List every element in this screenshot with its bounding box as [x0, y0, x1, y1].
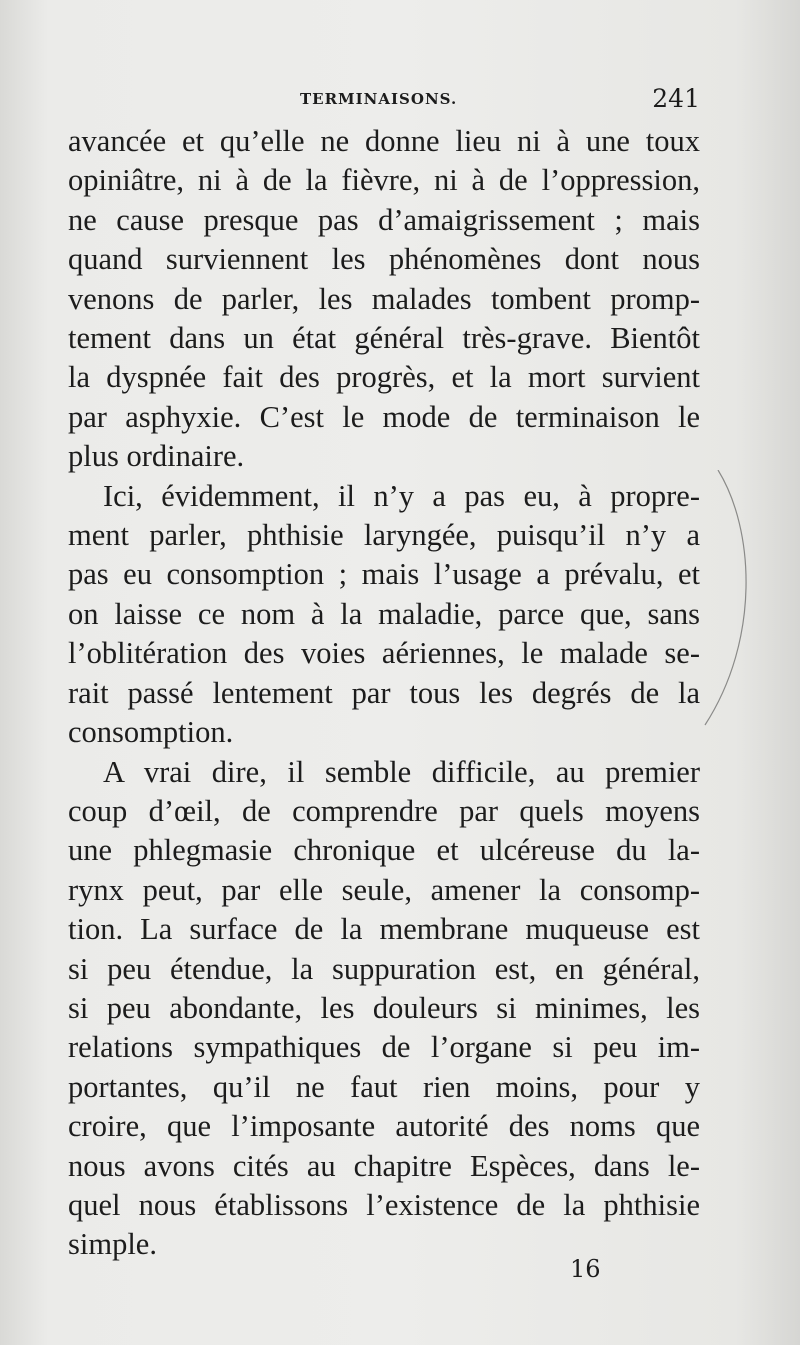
text-line: relations sympathiques de l’organe si peu im-	[68, 1030, 700, 1065]
text-line: A vrai dire, il semble difficile, au premier	[103, 754, 700, 789]
text-line: l’oblitération des voies aériennes, le malade se-	[68, 636, 700, 671]
text-line: quel nous établissons l’existence de la phthisie	[68, 1187, 700, 1222]
pencil-margin-mark	[700, 470, 760, 730]
text-line: ne cause presque pas d’amaigrissement ; mais	[68, 202, 700, 237]
text-line: rait passé lentement par tous les degrés de la	[68, 675, 700, 710]
text-line: ment parler, phthisie laryngée, puisqu’il n’y a	[68, 518, 700, 553]
page-number: 241	[652, 84, 700, 113]
text-line: plus ordinaire.	[68, 439, 245, 474]
text-line: coup d’œil, de comprendre par quels moyens	[68, 793, 700, 828]
text-line: portantes, qu’il ne faut rien moins, pour y	[68, 1069, 700, 1104]
body-text	[68, 122, 700, 1265]
paragraph-2	[68, 477, 700, 753]
text-line: quand surviennent les phénomènes dont nous	[68, 242, 700, 277]
text-line: simple.	[68, 1227, 157, 1262]
text-line: si peu abondante, les douleurs si minimes, les	[68, 990, 700, 1025]
running-title: TERMINAISONS.	[300, 90, 458, 108]
text-line: opiniâtre, ni à de la fièvre, ni à de l’oppression,	[68, 163, 700, 198]
text-line: pas eu consomption ; mais l’usage a prévalu, et	[68, 557, 700, 592]
text-line: nous avons cités au chapitre Espèces, dans le-	[68, 1148, 700, 1183]
text-line: avancée et qu’elle ne donne lieu ni à une toux	[68, 124, 700, 158]
text-line: croire, que l’imposante autorité des noms que	[68, 1109, 700, 1144]
text-line: rynx peut, par elle seule, amener la consomp-	[68, 872, 700, 907]
paragraph-3	[68, 753, 700, 1265]
text-line: tion. La surface de la membrane muqueuse est	[68, 912, 700, 947]
text-line: venons de parler, les malades tombent promp-	[68, 281, 700, 316]
text-line: si peu étendue, la suppuration est, en général,	[68, 951, 700, 986]
text-line: Ici, évidemment, il n’y a pas eu, à propre-	[103, 478, 700, 513]
paragraph-1	[68, 122, 700, 477]
text-line: consomption.	[68, 715, 234, 750]
text-line: par asphyxie. C’est le mode de terminaison le	[68, 399, 700, 434]
text-line: tement dans un état général très-grave. Bientôt	[68, 321, 700, 356]
text-line: on laisse ce nom à la maladie, parce que, sans	[68, 596, 700, 631]
text-line: la dyspnée fait des progrès, et la mort survient	[68, 360, 700, 395]
text-line: une phlegmasie chronique et ulcéreuse du la-	[68, 833, 700, 868]
running-header	[300, 84, 700, 114]
signature-mark: 16	[570, 1255, 601, 1283]
